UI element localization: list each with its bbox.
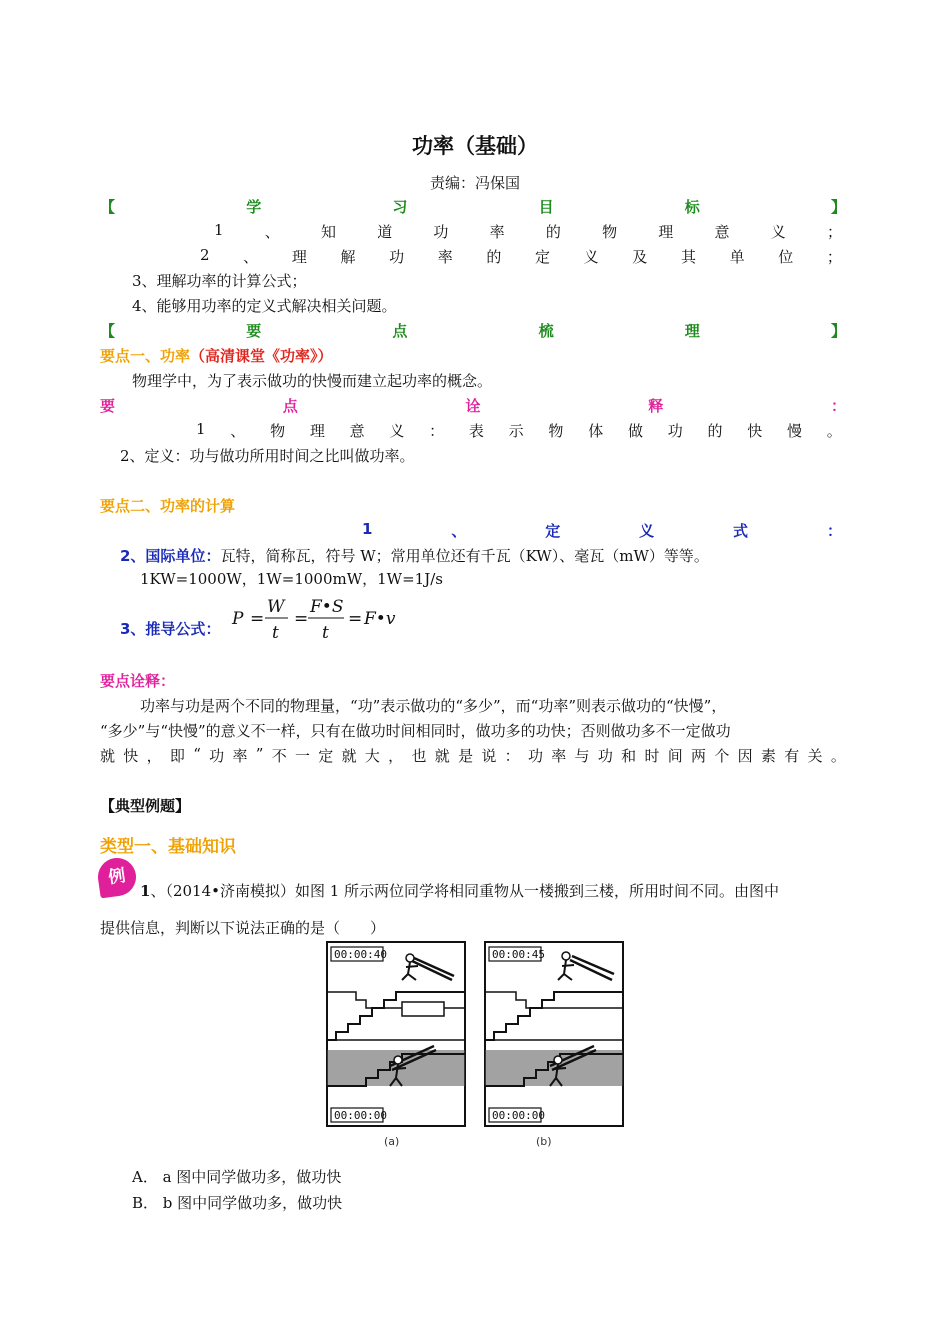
spread-char: 解 [340,248,356,266]
spread-char: 素 [760,747,776,765]
spread-char: 学 [246,198,262,216]
goal-item-1 [214,221,842,242]
spread-char: 【 [100,198,116,216]
spread-char: 关 [807,747,823,765]
point1-heading-link[interactable]: （高清课堂《功率》） [190,347,333,365]
point2-note-line1: 功率与功是两个不同的物理量，“功”表示做功的“多少”，而“功率”则表示做功的“快慢”， [140,697,727,715]
spread-char: 道 [377,223,393,241]
spread-char: 功 [667,422,683,440]
spread-char: 就 [100,747,116,765]
point1-heading-prefix: 要点一、功率 [100,347,191,365]
section-points-heading [100,320,846,341]
spread-char: 1 [214,221,224,239]
example-badge-icon: 例 [96,856,139,899]
spread-char: 物 [548,422,564,440]
goal-item-4: 4、能够用功率的定义式解决相关问题。 [132,297,397,315]
spread-char: 标 [684,198,700,216]
spread-char: ， [388,747,404,765]
spread-char: 就 [341,747,357,765]
spread-char: ； [826,248,842,266]
spread-char: 定 [545,522,561,540]
point2-note-heading: 要点诠释： [100,672,176,690]
point2-unit-conversion: 1KW=1000W，1W=1000mW，1W=1J/s [140,570,443,588]
spread-char: 说 [481,747,497,765]
spread-char: 理 [658,223,674,241]
spread-char: 【 [100,322,116,340]
spread-char: 点 [392,322,408,340]
figure-panel-b [485,942,623,1126]
spread-char: 单 [729,248,745,266]
spread-char: 】 [830,198,846,216]
spread-char: 理 [684,322,700,340]
spread-char: 大 [364,747,380,765]
spread-char: ： [429,422,445,440]
spread-char: 时 [644,747,660,765]
spread-char: 意 [714,223,730,241]
spread-char: 一 [294,747,310,765]
spread-char: 点 [282,397,298,415]
goal-item-3: 3、理解功率的计算公式； [132,272,307,290]
timer-b-top-text: 00:00:45 [492,948,545,961]
point1-item1 [196,420,842,441]
question1-line2: 提供信息，判断以下说法正确的是（ ） [100,919,386,937]
spread-char: 是 [458,747,474,765]
spread-char: 。 [830,747,846,765]
spread-char: 因 [737,747,753,765]
spread-char: 】 [830,322,846,340]
spread-char: 率 [437,248,453,266]
spread-char: 功 [597,747,613,765]
spread-char: 间 [667,747,683,765]
figure-panel-a [327,942,465,1126]
spread-char: 率 [489,223,505,241]
spread-char: 快 [123,747,139,765]
spread-char: 意 [349,422,365,440]
spread-char: 的 [486,248,502,266]
spread-char: 1 [362,520,373,538]
spread-char: 功 [389,248,405,266]
point1-item2: 2、定义：功与做功所用时间之比叫做功率。 [120,447,415,465]
formula-t-1: t [272,623,279,643]
spread-char: ； [826,223,842,241]
point2-heading: 要点二、功率的计算 [100,497,236,515]
timer-b-bottom-text: 00:00:00 [492,1109,545,1122]
spread-char: 表 [468,422,484,440]
formula-eq-1: = [250,609,265,629]
point2-item2 [120,545,709,566]
spread-char: 释 [648,397,664,415]
point2-item2-label: 2、国际单位： [120,547,221,565]
spread-char: 式 [733,522,749,540]
spread-char: 义 [770,223,786,241]
point1-heading [100,345,333,366]
spread-char: 定 [535,248,551,266]
spread-char: 义 [389,422,405,440]
spread-char: ， [146,747,162,765]
formula-w: W [267,597,285,617]
point2-item2-text: 瓦特，简称瓦，符号 W；常用单位还有千瓦（KW）、毫瓦（mW）等等。 [220,547,709,565]
spread-char: 、 [264,223,280,241]
spread-char: ： [830,397,846,415]
spread-char: 要 [100,397,116,415]
spread-char: 诠 [465,397,481,415]
spread-char: 功 [433,223,449,241]
spread-char: 率 [551,747,567,765]
author-line: 责编：冯保国 [429,174,520,192]
goal-item-2 [200,246,842,267]
spread-char: 习 [392,198,408,216]
question1-figure [326,940,626,1150]
spread-char: 两 [691,747,707,765]
spread-char: 与 [574,747,590,765]
spread-char: 即 [169,747,185,765]
point2-note-line3 [100,745,846,766]
spread-char: 知 [320,223,336,241]
spread-char: 的 [545,223,561,241]
spread-char: 及 [632,248,648,266]
spread-char: ： [504,747,520,765]
formula-fv: F•v [364,609,396,629]
page-title: 功率（基础） [412,134,538,158]
spread-char: 率 [232,747,248,765]
spread-char: 和 [621,747,637,765]
question1-text: 、（2014•济南模拟）如图 1 所示两位同学将相同重物从一楼搬到三楼，所用时间不同。由图中 [150,882,780,900]
formula-eq-2: = [294,609,309,629]
power-formula [230,594,410,644]
figure-label-b: (b) [536,1135,552,1148]
spread-char: 。 [826,422,842,440]
option-a[interactable]: A． a 图中同学做功多，做功快 [132,1168,342,1186]
spread-char: 快 [747,422,763,440]
spread-char: “ [193,745,201,763]
spread-char: 理 [309,422,325,440]
spread-char: ： [826,522,842,540]
spread-char: 其 [680,248,696,266]
point2-item3-label: 3、推导公式： [120,620,221,638]
spread-char: 功 [209,747,225,765]
timer-a-top-text: 00:00:40 [334,948,387,961]
spread-char: 理 [291,248,307,266]
spread-char: 位 [778,248,794,266]
spread-char: 物 [270,422,286,440]
examples-heading: 【典型例题】 [100,797,191,815]
spread-char: 的 [707,422,723,440]
point2-note-line2: “多少”与“快慢”的意义不一样，只有在做功时间相同时，做功多的功快；否则做功多不一定做功 [100,722,731,740]
spread-char: 做 [627,422,643,440]
section-goals-heading [100,196,846,217]
type1-heading: 类型一、基础知识 [100,837,236,857]
formula-fs: F•S [310,597,344,617]
spread-char: 示 [508,422,524,440]
question1-number: 1 [140,882,151,900]
spread-char: ” [255,745,264,763]
formula-t-2: t [322,623,329,643]
spread-char: 义 [583,248,599,266]
spread-char: 不 [271,747,287,765]
spread-char: 目 [538,198,554,216]
spread-char: 要 [246,322,262,340]
point2-item1 [362,520,842,541]
option-b[interactable]: B． b 图中同学做功多，做功快 [132,1194,343,1212]
spread-char: 定 [318,747,334,765]
spread-char: 、 [243,248,259,266]
spread-char: 有 [784,747,800,765]
figure-label-a: (a) [384,1135,400,1148]
formula-eq-3: = [348,609,363,629]
spread-char: 2 [200,246,210,264]
spread-char: 、 [451,522,467,540]
spread-char: 义 [639,522,655,540]
spread-char: 也 [411,747,427,765]
spread-char: 梳 [538,322,554,340]
point1-note-label [100,395,846,416]
spread-char: 慢 [787,422,803,440]
spread-char: 、 [230,422,246,440]
spread-char: 个 [714,747,730,765]
timer-a-bottom-text: 00:00:00 [334,1109,387,1122]
spread-char: 功 [527,747,543,765]
spread-char: 物 [602,223,618,241]
spread-char: 就 [434,747,450,765]
question1-line1 [140,880,779,901]
point1-intro: 物理学中，为了表示做功的快慢而建立起功率的概念。 [132,372,493,390]
spread-char: 体 [588,422,604,440]
formula-p: P [232,609,244,629]
spread-char: 1 [196,420,206,438]
